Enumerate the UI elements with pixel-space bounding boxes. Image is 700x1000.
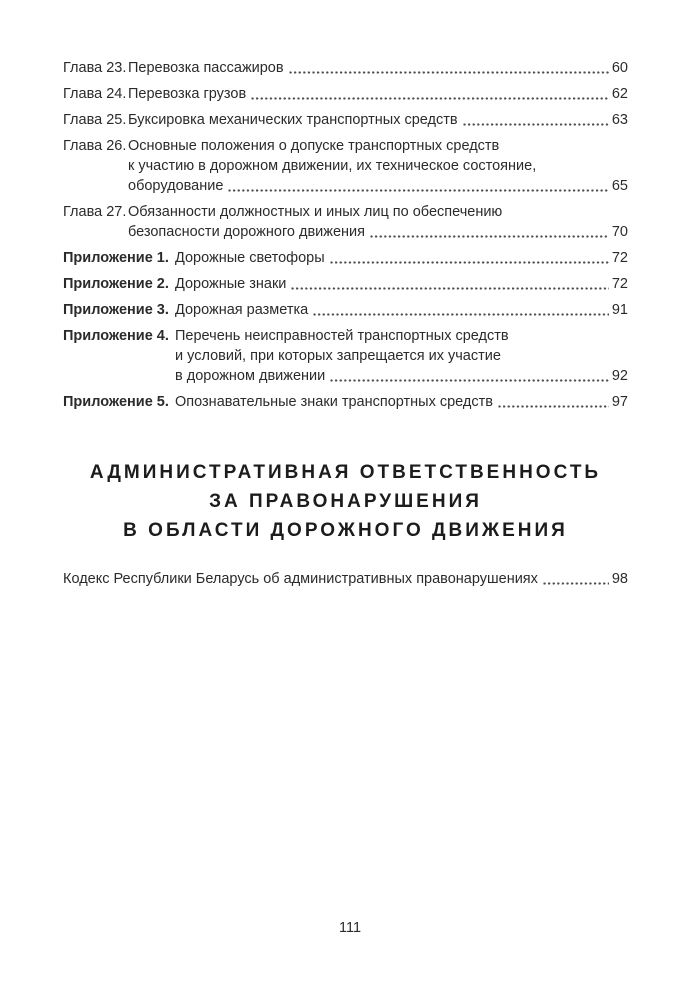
toc-entry-title: Дорожные светофоры [175,250,325,266]
toc-entry-page: 72 [611,276,628,292]
toc-entry-title: Опознавательные знаки транспортных средств [175,394,493,410]
leader-dots [463,123,609,127]
toc-entry-page: 60 [611,60,628,76]
toc-entry [63,58,628,78]
toc-entry-title: Перевозка грузов [128,86,247,102]
toc-entry-title: Буксировка механических транспортных средств [128,112,458,128]
toc-entry-title: Обязанности должностных и иных лиц по обеспечению [128,204,503,220]
leader-dots [330,261,609,265]
toc-entry-title: Дорожная разметка [175,302,309,318]
toc-entry-label: Приложение 4. [63,328,169,344]
toc-entry-title: Перевозка пассажиров [128,60,284,76]
section-heading-line: В ОБЛАСТИ ДОРОЖНОГО ДВИЖЕНИЯ [123,520,568,541]
toc-entry-continuation: в дорожном движении [175,368,326,384]
toc-entry-page: 72 [611,250,628,266]
toc-entry-page: 62 [611,86,628,102]
toc-entry-label: Приложение 1. [63,250,169,266]
toc-entry-continuation: к участию в дорожном движении, их техническое состояние, [128,158,537,174]
toc-entry [63,84,628,104]
codex-entry [63,569,628,589]
toc-entry-label: Глава 23. [63,60,127,76]
toc-entry-page: 97 [611,394,628,410]
toc-entry-label: Глава 26. [63,138,127,154]
toc-entry-label: Приложение 5. [63,394,169,410]
leader-dots [543,582,609,586]
leader-dots [289,71,609,75]
toc-entry-label: Глава 27. [63,204,127,220]
toc-entry-page: 70 [611,224,628,240]
toc-entry-continuation: безопасности дорожного движения [128,224,366,240]
table-of-contents [63,58,628,412]
toc-entry-page: 65 [611,178,628,194]
toc-entry [63,202,628,242]
toc-entry-title: Перечень неисправностей транспортных средств [175,328,509,344]
toc-entry-continuation: и условий, при которых запрещается их участие [175,348,501,364]
leader-dots [498,405,609,409]
section-heading-line: АДМИНИСТРАТИВНАЯ ОТВЕТСТВЕННОСТЬ [89,462,602,483]
section-heading-line: ЗА ПРАВОНАРУШЕНИЯ [209,491,482,512]
codex-entry-page: 98 [611,571,628,587]
toc-entry [63,300,628,320]
toc-entry-label: Глава 24. [63,86,127,102]
toc-entry-continuation: оборудование [128,178,224,194]
toc-entry [63,326,628,386]
leader-dots [313,313,609,317]
leader-dots [330,379,609,383]
codex-entry-title: Кодекс Республики Беларусь об административных правонарушениях [63,571,538,587]
leader-dots [370,235,609,239]
toc-entry [63,274,628,294]
toc-entry-page: 92 [611,368,628,384]
toc-entry-page: 63 [611,112,628,128]
toc-entry-title: Дорожные знаки [175,276,287,292]
toc-entry-page: 91 [611,302,628,318]
toc-entry-label: Глава 25. [63,112,127,128]
toc-entry [63,392,628,412]
toc-entry-title: Основные положения о допуске транспортных средств [128,138,500,154]
page-number: 111 [338,920,362,936]
toc-entry [63,136,628,196]
toc-entry-label: Приложение 2. [63,276,169,292]
leader-dots [228,189,608,193]
toc-entry [63,110,628,130]
section-heading [63,458,628,545]
toc-entry-label: Приложение 3. [63,302,169,318]
toc-entry [63,248,628,268]
leader-dots [251,97,609,101]
leader-dots [291,287,608,291]
